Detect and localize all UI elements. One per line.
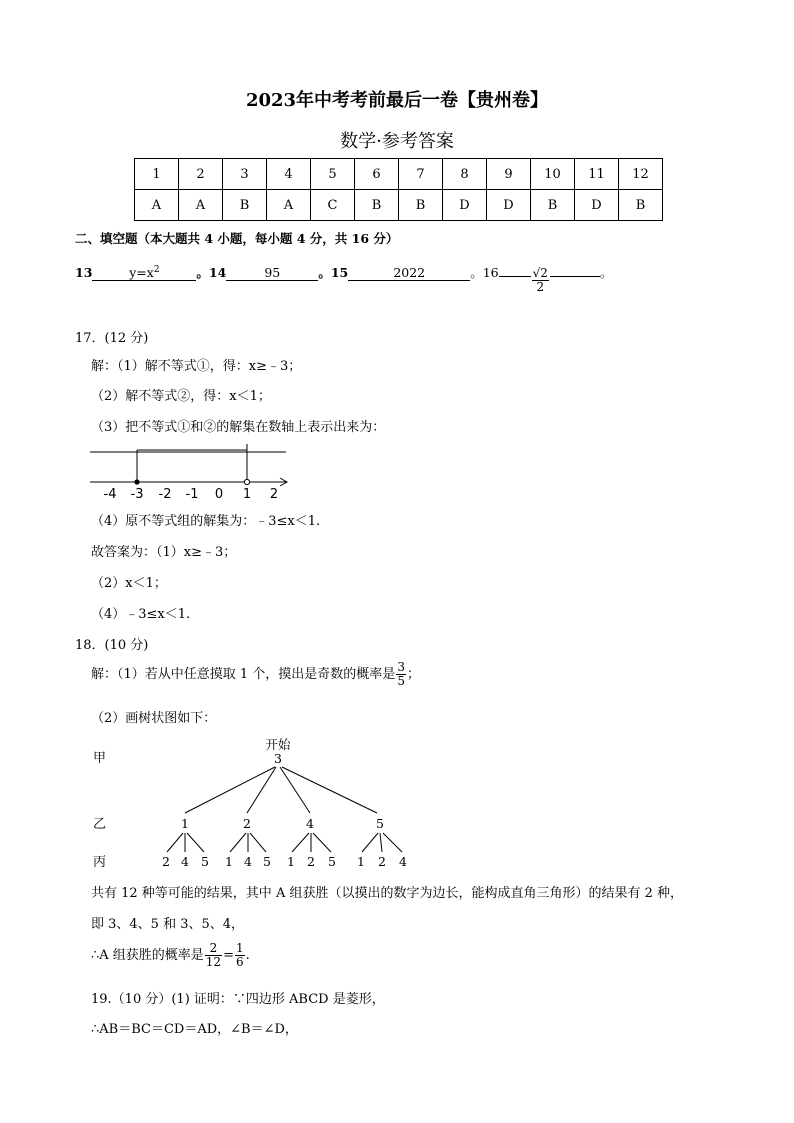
q18-line5-text: ∴A 组获胜的概率是 [91, 948, 204, 963]
leaf-node: 5 [328, 854, 336, 869]
q18-line3: 共有 12 种等可能的结果，其中 A 组获胜（以摸出的数字为边长，能构成直角三角形）的结果有 2 种， [91, 886, 683, 901]
answer-cell: A [135, 190, 179, 221]
leaf-node: 1 [225, 854, 233, 869]
question-number: 5 [311, 159, 355, 190]
row-label: 乙 [93, 817, 107, 832]
q18-line2: （2）画树状图如下： [91, 711, 217, 726]
fraction-numerator: 2 [205, 942, 222, 956]
answer-cell: B [399, 190, 443, 221]
q13-answer-blank [92, 265, 196, 281]
fraction-numerator: 1 [235, 941, 244, 955]
q17-line: （4）原不等式组的解集为：﹣3≤x＜1. [91, 514, 321, 529]
page-title: 2023年中考考前最后一卷【贵州卷】 [245, 90, 549, 111]
probability-fraction [396, 661, 406, 688]
tick-label: 1 [242, 487, 252, 502]
answer-cell: B [223, 190, 267, 221]
root-label: 开始 [265, 737, 291, 752]
q17-line: （2）x＜1； [91, 576, 167, 591]
answer-cell: D [487, 190, 531, 221]
q17-line: 解：（1）解不等式①，得：x≥﹣3； [91, 359, 302, 374]
fraction-numerator: 3 [397, 660, 405, 674]
fill-section-heading: 二、填空题（本大题共 4 小题，每小题 4 分，共 16 分） [75, 231, 399, 246]
leaf-node: 1 [287, 854, 295, 869]
branch [167, 833, 183, 852]
leaf-node: 2 [307, 854, 315, 869]
q17-line: 故答案为：（1）x≥﹣3； [91, 545, 237, 560]
probability-fraction [235, 942, 245, 969]
q16-label: 。16 [470, 265, 499, 280]
question-number: 4 [267, 159, 311, 190]
open-dot-icon [244, 479, 249, 484]
q16-denominator: 2 [536, 280, 545, 294]
q13-label: 13 [75, 265, 93, 280]
question-number: 9 [487, 159, 531, 190]
answer-cell: B [531, 190, 575, 221]
q18-line1-suffix: ； [406, 667, 420, 682]
branch [313, 833, 331, 852]
tick-label: -2 [158, 487, 172, 502]
q19-line2: ∴AB＝BC＝CD＝AD，∠B＝∠D， [91, 1022, 298, 1037]
leaf-node: 5 [263, 854, 271, 869]
leaf-node: 5 [201, 854, 209, 869]
leaf-node: 4 [399, 854, 407, 869]
branch [187, 833, 204, 852]
q16-blank-right [550, 276, 600, 277]
branch [282, 767, 377, 813]
branch [280, 767, 310, 813]
tick-label: 2 [269, 487, 279, 502]
leaf-node: 2 [162, 854, 170, 869]
probability-fraction [205, 942, 222, 969]
fraction-denominator: 6 [235, 955, 244, 969]
q18-header: 18．(10 分) [75, 638, 149, 653]
leaf-node: 4 [181, 854, 189, 869]
q13-exponent: 2 [153, 264, 160, 275]
branch [383, 833, 402, 852]
q18-line5 [91, 942, 250, 969]
answer-cell: B [355, 190, 399, 221]
leaf-node: 2 [378, 854, 386, 869]
q16-numerator: √2 [532, 266, 548, 280]
fill-answers-row [75, 263, 612, 307]
leaf-node: 4 [244, 854, 252, 869]
answer-table-number-row [135, 159, 663, 190]
tick-label: -4 [103, 487, 117, 502]
branch [250, 833, 266, 852]
branch [380, 833, 382, 852]
answer-table-answer-row [135, 190, 663, 221]
tick-label: 0 [214, 487, 224, 502]
page-subtitle: 数学·参考答案 [340, 131, 454, 152]
number-line-figure [88, 440, 298, 502]
q17-header: 17．(12 分) [75, 331, 149, 346]
end-mark: 。 [599, 265, 613, 280]
tree-branches [167, 767, 402, 852]
tree-node: 1 [181, 816, 189, 831]
q18-line1-text: 解：（1）若从中任意摸取 1 个，摸出是奇数的概率是 [91, 667, 396, 682]
fraction-denominator: 12 [205, 955, 222, 969]
tree-node: 2 [243, 816, 251, 831]
tree-node: 5 [376, 816, 384, 831]
branch [292, 833, 309, 852]
answer-cell: D [443, 190, 487, 221]
question-number: 11 [575, 159, 619, 190]
tick-label: -3 [130, 487, 144, 502]
q17-line: （4）﹣3≤x＜1. [91, 607, 191, 622]
row-label: 丙 [93, 855, 107, 870]
answer-cell: B [619, 190, 663, 221]
tree-diagram [85, 733, 425, 873]
q18-line4: 即 3、4、5 和 3、5、4， [91, 917, 245, 932]
question-number: 6 [355, 159, 399, 190]
question-number: 7 [399, 159, 443, 190]
answer-cell: A [267, 190, 311, 221]
answer-table [134, 158, 663, 221]
tick-label: -1 [185, 487, 199, 502]
branch [230, 833, 246, 852]
answer-cell: D [575, 190, 619, 221]
question-number: 2 [179, 159, 223, 190]
equals-sign: = [223, 948, 234, 963]
q17-line: （3）把不等式①和②的解集在数轴上表示出来为： [91, 420, 386, 435]
q15-answer: 2022 [348, 265, 470, 281]
question-number: 3 [223, 159, 267, 190]
q17-line: （2）解不等式②，得：x＜1； [91, 389, 271, 404]
q15-label: 。15 [318, 265, 349, 280]
row-label: 甲 [93, 751, 107, 766]
question-number: 1 [135, 159, 179, 190]
question-number: 8 [443, 159, 487, 190]
question-number: 12 [619, 159, 663, 190]
q16-blank-left [499, 276, 531, 277]
fraction-denominator: 5 [397, 674, 405, 688]
q18-line5-suffix: . [245, 948, 250, 963]
q13-answer: y=x [129, 265, 154, 280]
q19-line1: 19.（10 分）(1) 证明：∵四边形 ABCD 是菱形， [91, 992, 385, 1007]
root-value: 3 [274, 751, 282, 766]
tree-node: 4 [306, 816, 314, 831]
q14-label: 。14 [196, 265, 227, 280]
leaf-node: 1 [357, 854, 365, 869]
answer-cell: C [311, 190, 355, 221]
answer-cell: A [179, 190, 223, 221]
closed-dot-icon [134, 479, 139, 484]
q14-answer: 95 [226, 265, 318, 281]
q16-fraction [532, 267, 549, 294]
q18-line1 [91, 661, 420, 688]
question-number: 10 [531, 159, 575, 190]
branch [362, 833, 378, 852]
